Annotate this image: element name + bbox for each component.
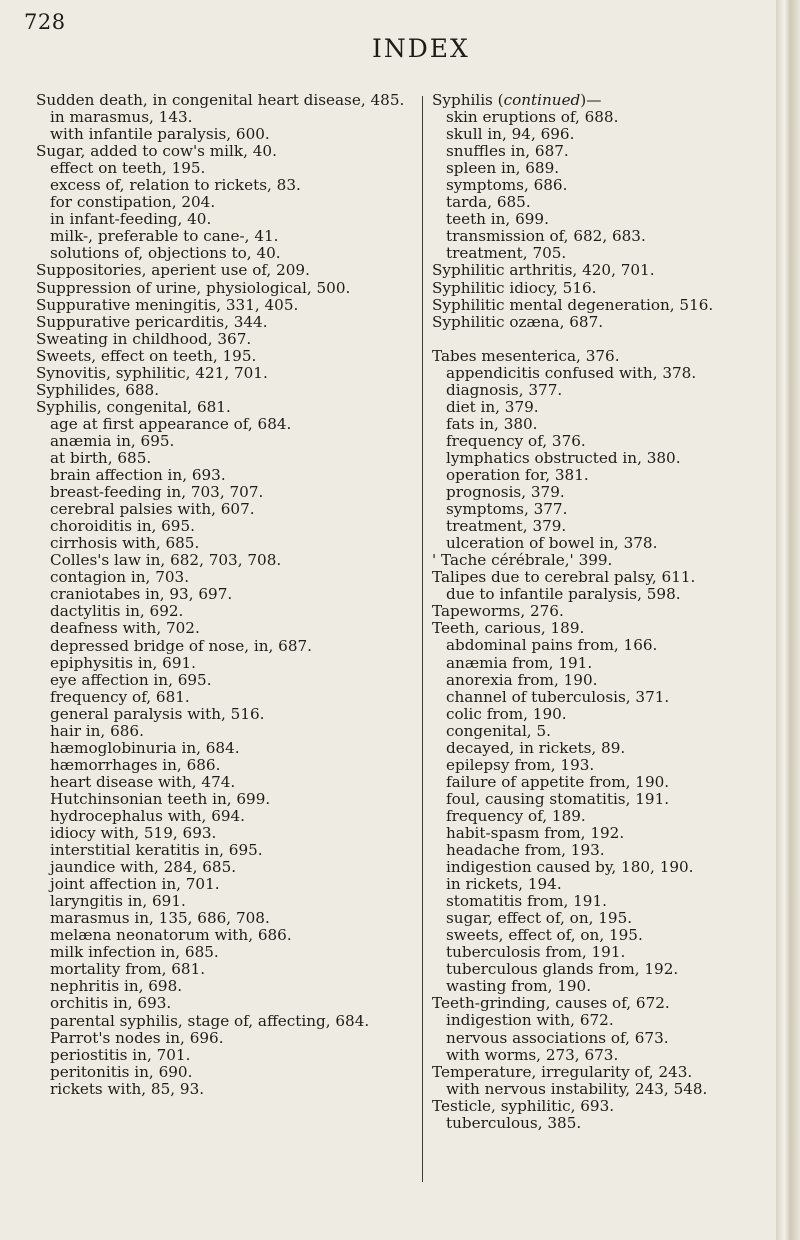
- index-subentry: due to infantile paralysis, 598.: [446, 585, 681, 604]
- index-subentry: hæmorrhages in, 686.: [50, 755, 221, 774]
- index-entry: Synovitis, syphilitic, 421, 701.: [36, 363, 268, 382]
- index-entry: Tapeworms, 276.: [432, 602, 564, 621]
- index-subentry: ulceration of bowel in, 378.: [446, 534, 658, 553]
- index-subentry: general paralysis with, 516.: [50, 704, 265, 723]
- index-subentry: operation for, 381.: [446, 465, 589, 484]
- index-subentry: headache from, 193.: [446, 841, 605, 860]
- index-entry: Temperature, irregularity of, 243.: [432, 1062, 693, 1081]
- index-subentry: foul, causing stomatitis, 191.: [446, 789, 670, 808]
- index-entry: Talipes due to cerebral palsy, 611.: [432, 568, 696, 587]
- index-entry: Syphilis, congenital, 681.: [36, 397, 231, 416]
- index-subentry: effect on teeth, 195.: [50, 159, 206, 178]
- column-divider: [422, 96, 423, 1182]
- index-subentry: tuberculous glands from, 192.: [446, 960, 679, 979]
- index-subentry: sugar, effect of, on, 195.: [446, 909, 633, 928]
- index-column-left: [36, 92, 416, 1098]
- index-subentry: mortality from, 681.: [50, 960, 206, 979]
- index-subentry: choroiditis in, 695.: [50, 517, 195, 536]
- index-subentry: hæmoglobinuria in, 684.: [50, 738, 240, 757]
- index-subentry: for constipation, 204.: [50, 193, 216, 212]
- index-subentry: frequency of, 681.: [50, 687, 190, 706]
- index-subentry: failure of appetite from, 190.: [446, 772, 670, 791]
- index-subentry: jaundice with, 284, 685.: [50, 858, 237, 877]
- index-subentry: deafness with, 702.: [50, 619, 200, 638]
- index-subentry: channel of tuberculosis, 371.: [446, 687, 670, 706]
- index-subentry: spleen in, 689.: [446, 159, 560, 178]
- index-subentry: tuberculous, 385.: [446, 1113, 582, 1132]
- index-subentry: Colles's law in, 682, 703, 708.: [50, 551, 282, 570]
- index-subentry: marasmus in, 135, 686, 708.: [50, 909, 270, 928]
- index-subentry: depressed bridge of nose, in, 687.: [50, 636, 312, 655]
- index-subentry: hair in, 686.: [50, 721, 144, 740]
- index-subentry: skull in, 94, 696.: [446, 125, 575, 144]
- index-entry: Suppurative pericarditis, 344.: [36, 312, 268, 331]
- index-subentry: wasting from, 190.: [446, 977, 592, 996]
- index-subentry: teeth in, 699.: [446, 210, 549, 229]
- index-subentry: treatment, 379.: [446, 517, 567, 536]
- index-subentry: lymphatics obstructed in, 380.: [446, 448, 681, 467]
- index-entry: Suppositories, aperient use of, 209.: [36, 261, 310, 280]
- index-subentry: nervous associations of, 673.: [446, 1028, 669, 1047]
- index-subentry: breast-feeding in, 703, 707.: [50, 483, 264, 502]
- index-subentry: habit-spasm from, 192.: [446, 823, 625, 842]
- page-number: 728: [24, 10, 66, 34]
- index-subentry: prognosis, 379.: [446, 483, 565, 502]
- index-subentry: joint affection in, 701.: [50, 875, 220, 894]
- index-subentry: tuberculosis from, 191.: [446, 943, 626, 962]
- index-subentry: sweets, effect of, on, 195.: [446, 926, 643, 945]
- index-subentry: cerebral palsies with, 607.: [50, 500, 255, 519]
- index-subentry: colic from, 190.: [446, 704, 567, 723]
- index-entry: Suppression of urine, physiological, 500.: [36, 278, 351, 297]
- index-subentry: cirrhosis with, 685.: [50, 534, 200, 553]
- index-subentry: in marasmus, 143.: [50, 108, 193, 127]
- index-subentry: idiocy with, 519, 693.: [50, 824, 217, 843]
- index-subentry: in infant-feeding, 40.: [50, 210, 212, 229]
- index-subentry: congenital, 5.: [446, 721, 551, 740]
- index-subentry: with nervous instability, 243, 548.: [446, 1079, 708, 1098]
- index-subentry: anæmia in, 695.: [50, 431, 175, 450]
- index-column-right: [432, 92, 772, 1132]
- index-subentry: epilepsy from, 193.: [446, 755, 595, 774]
- index-entry: ' Tache cérébrale,' 399.: [432, 551, 613, 570]
- index-subentry: symptoms, 377.: [446, 500, 568, 519]
- index-subentry: peritonitis in, 690.: [50, 1062, 193, 1081]
- index-subentry: solutions of, objections to, 40.: [50, 244, 281, 263]
- index-entry: Syphilitic idiocy, 516.: [432, 278, 597, 297]
- index-subentry: snuffles in, 687.: [446, 142, 569, 161]
- index-subentry: dactylitis in, 692.: [50, 602, 184, 621]
- index-subentry: periostitis in, 701.: [50, 1045, 191, 1064]
- index-subentry: fats in, 380.: [446, 414, 538, 433]
- index-subentry: Hutchinsonian teeth in, 699.: [50, 789, 271, 808]
- index-entry: Testicle, syphilitic, 693.: [432, 1096, 615, 1115]
- index-subentry: indigestion caused by, 180, 190.: [446, 858, 694, 877]
- index-subentry: Parrot's nodes in, 696.: [50, 1028, 224, 1047]
- index-subentry: milk-, preferable to cane-, 41.: [50, 227, 279, 246]
- index-entry: Syphilitic mental degeneration, 516.: [432, 295, 714, 314]
- index-entry: Sugar, added to cow's milk, 40.: [36, 142, 277, 161]
- index-subentry: with infantile paralysis, 600.: [50, 125, 270, 144]
- index-subentry: stomatitis from, 191.: [446, 892, 607, 911]
- index-subentry: in rickets, 194.: [446, 875, 562, 894]
- index-subentry: at birth, 685.: [50, 448, 152, 467]
- index-subentry: milk infection in, 685.: [50, 943, 219, 962]
- index-subentry: appendicitis confused with, 378.: [446, 363, 697, 382]
- index-subentry: rickets with, 85, 93.: [50, 1079, 205, 1098]
- index-entry: Sweating in childhood, 367.: [36, 329, 252, 348]
- index-subentry: interstitial keratitis in, 695.: [50, 841, 263, 860]
- index-subentry: age at first appearance of, 684.: [50, 414, 292, 433]
- index-subentry: brain affection in, 693.: [50, 466, 226, 485]
- page-edge: [776, 0, 800, 1240]
- index-subentry: diagnosis, 377.: [446, 380, 563, 399]
- index-subentry: anorexia from, 190.: [446, 670, 598, 689]
- index-subentry: excess of, relation to rickets, 83.: [50, 176, 301, 195]
- index-subentry: contagion in, 703.: [50, 568, 190, 587]
- index-entry: Suppurative meningitis, 331, 405.: [36, 295, 299, 314]
- index-subentry: indigestion with, 672.: [446, 1011, 614, 1030]
- index-subentry: diet in, 379.: [446, 397, 539, 416]
- index-entry: Teeth-grinding, causes of, 672.: [432, 994, 670, 1013]
- index-subentry: anæmia from, 191.: [446, 653, 593, 672]
- index-subentry: hydrocephalus with, 694.: [50, 806, 246, 825]
- index-subentry: frequency of, 376.: [446, 431, 586, 450]
- index-subentry: transmission of, 682, 683.: [446, 227, 646, 246]
- index-subentry: melæna neonatorum with, 686.: [50, 926, 292, 945]
- index-subentry: abdominal pains from, 166.: [446, 636, 658, 655]
- index-subentry: with worms, 273, 673.: [446, 1045, 619, 1064]
- index-subentry: tarda, 685.: [446, 193, 531, 212]
- index-subentry: craniotabes in, 93, 697.: [50, 585, 233, 604]
- index-entry: Syphilides, 688.: [36, 380, 160, 399]
- index-subentry: eye affection in, 695.: [50, 670, 212, 689]
- index-subentry: skin eruptions of, 688.: [446, 108, 619, 127]
- index-entry: Syphilis (continued)—: [432, 91, 602, 109]
- index-subentry: epiphysitis in, 691.: [50, 653, 196, 672]
- index-subentry: heart disease with, 474.: [50, 772, 236, 791]
- index-subentry: parental syphilis, stage of, affecting, 684.: [50, 1011, 370, 1030]
- index-subentry: nephritis in, 698.: [50, 977, 183, 996]
- index-entry: Tabes mesenterica, 376.: [432, 346, 620, 365]
- index-entry: Syphilitic arthritis, 420, 701.: [432, 261, 655, 280]
- running-head: INDEX: [372, 34, 470, 63]
- index-subentry: symptoms, 686.: [446, 176, 568, 195]
- index-subentry: frequency of, 189.: [446, 806, 586, 825]
- index-entry: Sweets, effect on teeth, 195.: [36, 346, 257, 365]
- index-subentry: orchitis in, 693.: [50, 994, 172, 1013]
- index-entry: Teeth, carious, 189.: [432, 619, 585, 638]
- index-subentry: decayed, in rickets, 89.: [446, 738, 626, 757]
- index-entry: Syphilitic ozæna, 687.: [432, 312, 604, 331]
- index-subentry: laryngitis in, 691.: [50, 892, 186, 911]
- index-entry: Sudden death, in congenital heart disease, 485.: [36, 91, 405, 109]
- index-subentry: treatment, 705.: [446, 244, 567, 263]
